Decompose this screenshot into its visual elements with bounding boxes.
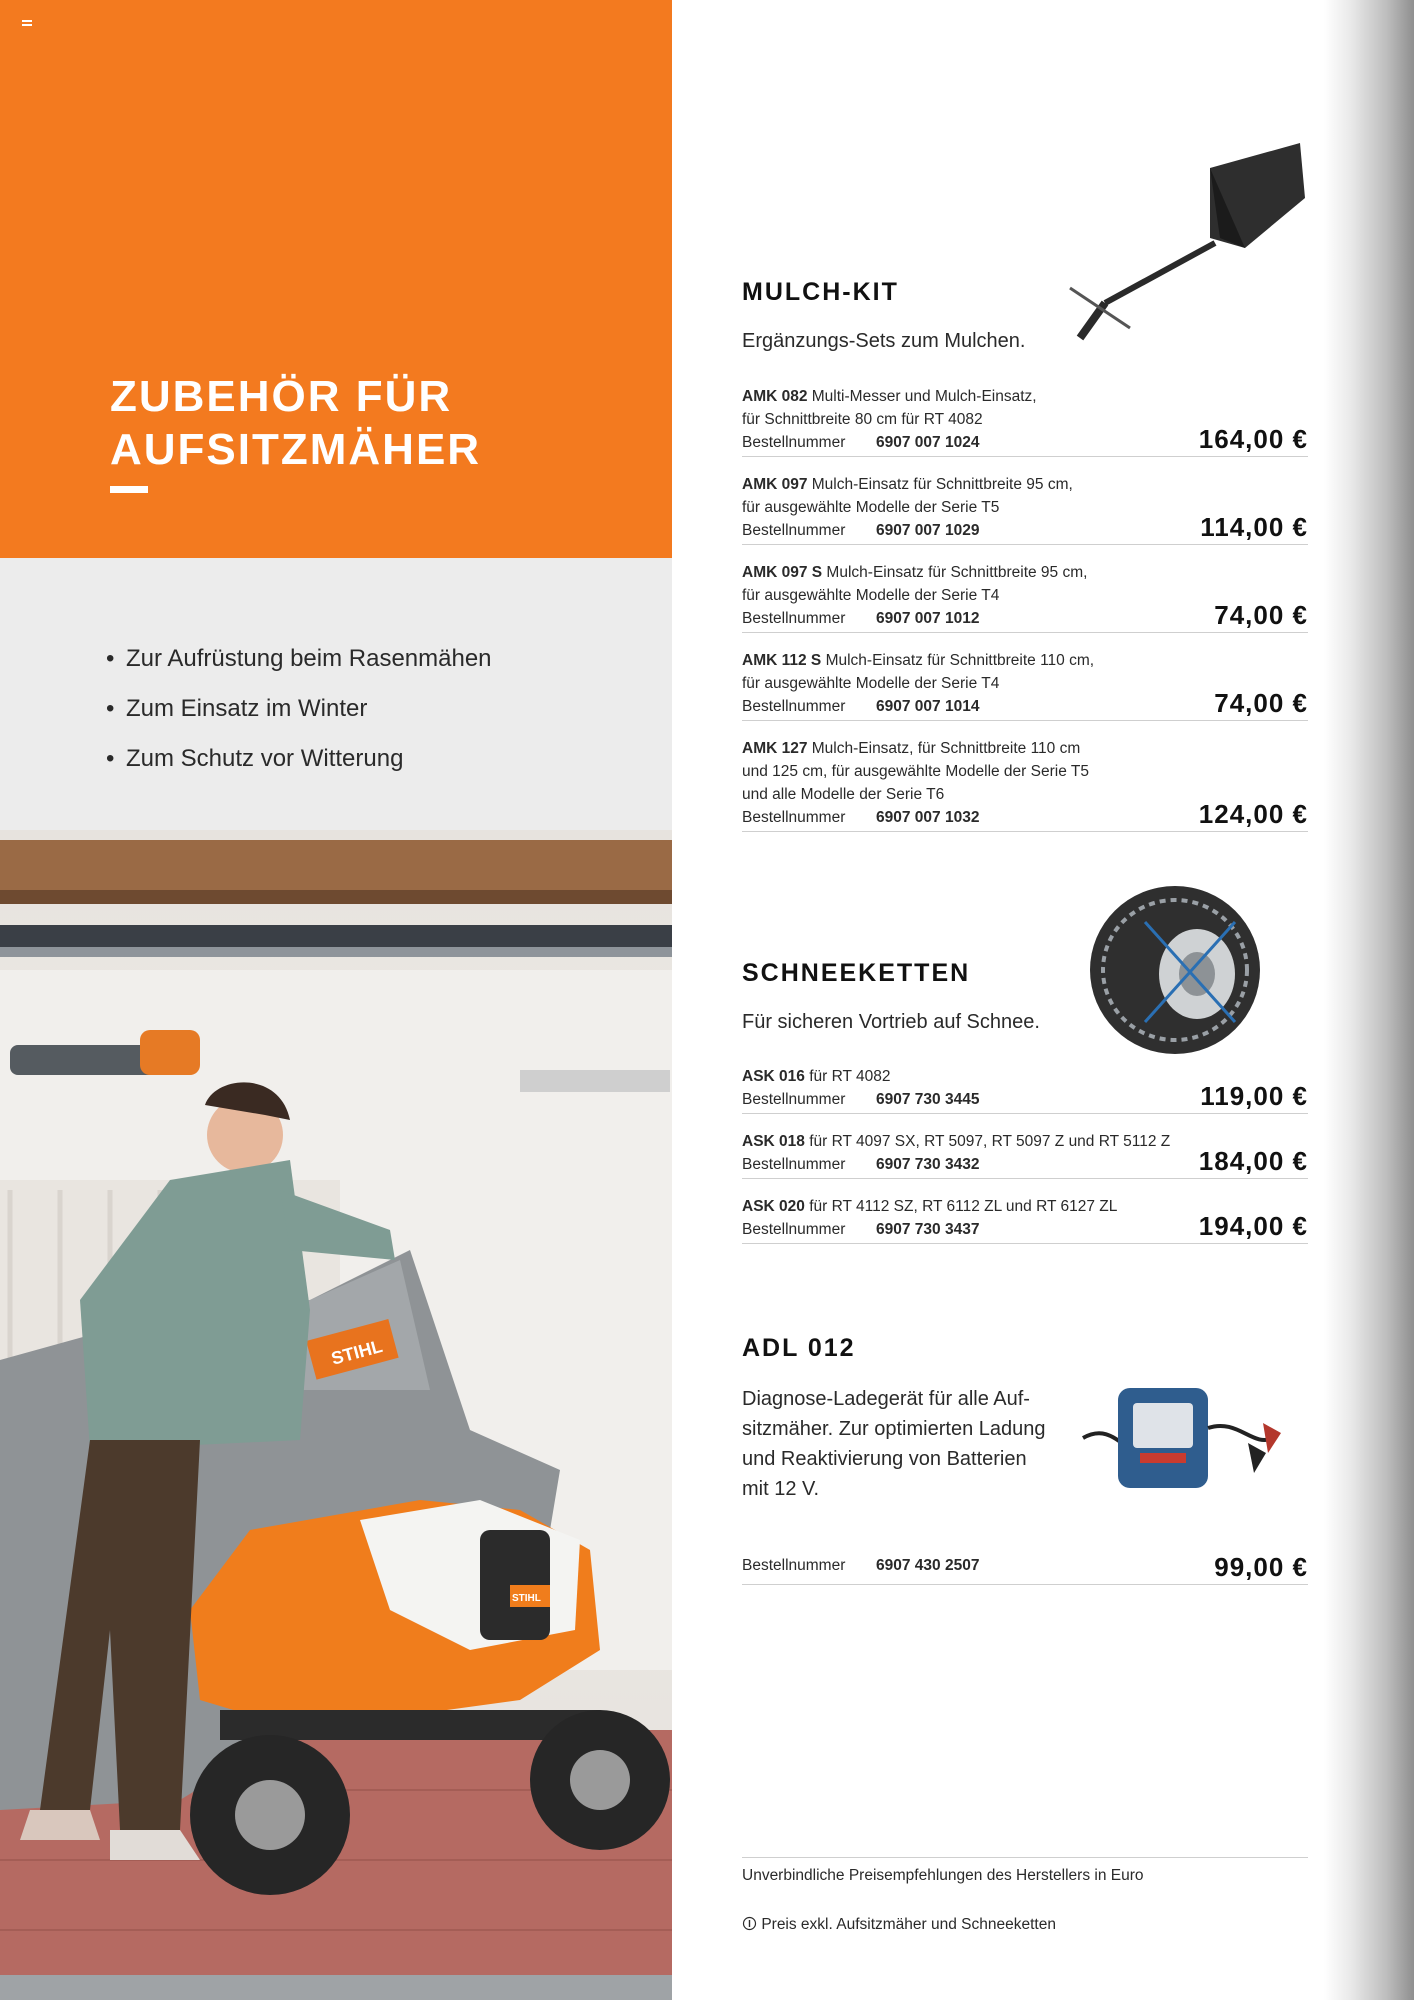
- menu-icon[interactable]: [22, 20, 32, 28]
- page-title: [110, 370, 630, 476]
- snow-chain-image: [1085, 882, 1265, 1057]
- order-number: 6907 730 3437: [876, 1221, 980, 1238]
- order-number: 6907 007 1024: [876, 434, 980, 451]
- product-row: AMK 112 S Mulch-Einsatz für Schnittbreite 110 cm, für ausgewählte Modelle der Serie T4 Bestellnummer 6907 007 1014 74,00 €: [742, 649, 1308, 721]
- order-number: 6907 007 1012: [876, 610, 980, 627]
- section-title-snow: SCHNEEKETTEN: [742, 959, 971, 987]
- price: 119,00 €: [1200, 1081, 1308, 1111]
- product-row: Bestellnummer 6907 430 2507 99,00 €: [742, 1554, 1308, 1585]
- section-subtitle-snow: Für sicheren Vortrieb auf Schnee.: [742, 1011, 1040, 1033]
- product-row: ASK 016 für RT 4082 Bestellnummer 6907 730 3445 119,00 €: [742, 1065, 1308, 1114]
- product-row: AMK 097 Mulch-Einsatz für Schnittbreite 95 cm, für ausgewählte Modelle der Serie T5 Bestellnummer 6907 007 1029 114,00 €: [742, 473, 1308, 545]
- garage-scene: [0, 830, 672, 2000]
- product-row: ASK 018 für RT 4097 SX, RT 5097, RT 5097 Z und RT 5112 Z Bestellnummer 6907 730 3432 184,00 €: [742, 1130, 1308, 1179]
- mower-logo-text: STIHL: [512, 1593, 541, 1604]
- order-number: 6907 730 3432: [876, 1156, 980, 1173]
- price: 164,00 €: [1198, 424, 1308, 454]
- list-item: • Zur Aufrüstung beim Rasenmähen: [106, 645, 492, 672]
- product-row: AMK 082 Multi-Messer und Mulch-Einsatz, für Schnittbreite 80 cm für RT 4082 Bestellnummer 6907 007 1024 164,00 €: [742, 385, 1308, 457]
- section-subtitle-mulch: Ergänzungs-Sets zum Mulchen.: [742, 330, 1026, 352]
- product-row: AMK 127 Mulch-Einsatz, für Schnittbreite 110 cm und 125 cm, für ausgewählte Modelle der Serie T5 und alle Modelle der Serie T6 Bestellnummer 6907 007 1032 124,00 €: [742, 737, 1308, 832]
- price: 194,00 €: [1198, 1211, 1308, 1241]
- list-item: • Zum Schutz vor Witterung: [106, 745, 404, 772]
- order-number: 6907 430 2507: [876, 1557, 980, 1574]
- product-photo: [0, 830, 672, 2000]
- order-number: 6907 730 3445: [876, 1091, 980, 1108]
- product-row: AMK 097 S Mulch-Einsatz für Schnittbreite 95 cm, für ausgewählte Modelle der Serie T4 Bestellnummer 6907 007 1012 74,00 €: [742, 561, 1308, 633]
- order-number: 6907 007 1032: [876, 809, 980, 826]
- hero-panel: [0, 0, 672, 558]
- footer-divider: [742, 1857, 1308, 1858]
- title-line-2: AUFSITZMÄHER: [110, 425, 482, 474]
- charger-image: [1078, 1378, 1283, 1508]
- footnote-exclusion: Preis exkl. Aufsitzmäher und Schneeketten: [742, 1916, 1056, 1934]
- price: 114,00 €: [1200, 512, 1308, 542]
- footnote-prices: Unverbindliche Preisempfehlungen des Herstellers in Euro: [742, 1867, 1144, 1884]
- benefits-list: [106, 634, 492, 784]
- list-item: • Zum Einsatz im Winter: [106, 695, 368, 722]
- price: 184,00 €: [1198, 1146, 1308, 1176]
- section-title-adl: ADL 012: [742, 1334, 856, 1362]
- price: 74,00 €: [1214, 688, 1308, 718]
- order-number: 6907 007 1029: [876, 522, 980, 539]
- adl-description: Diagnose-Ladegerät für alle Auf- sitzmäher. Zur optimierten Ladung und Reaktivierung von Batterien mit 12 V.: [742, 1388, 1046, 1500]
- order-number: 6907 007 1014: [876, 698, 980, 715]
- price: 74,00 €: [1214, 600, 1308, 630]
- cover-logo-text: STIHL: [329, 1335, 385, 1369]
- price: 124,00 €: [1198, 799, 1308, 829]
- page-edge-shadow: [1324, 0, 1414, 2000]
- price: 99,00 €: [1214, 1552, 1308, 1582]
- product-row: ASK 020 für RT 4112 SZ, RT 6112 ZL und RT 6127 ZL Bestellnummer 6907 730 3437 194,00 €: [742, 1195, 1308, 1244]
- mulch-kit-image: [1060, 138, 1310, 358]
- title-underline: [110, 486, 148, 493]
- benefits-panel: [0, 558, 672, 830]
- title-line-1: ZUBEHÖR FÜR: [110, 372, 453, 421]
- section-title-mulch: MULCH-KIT: [742, 278, 899, 306]
- info-circle-icon: [742, 1916, 757, 1931]
